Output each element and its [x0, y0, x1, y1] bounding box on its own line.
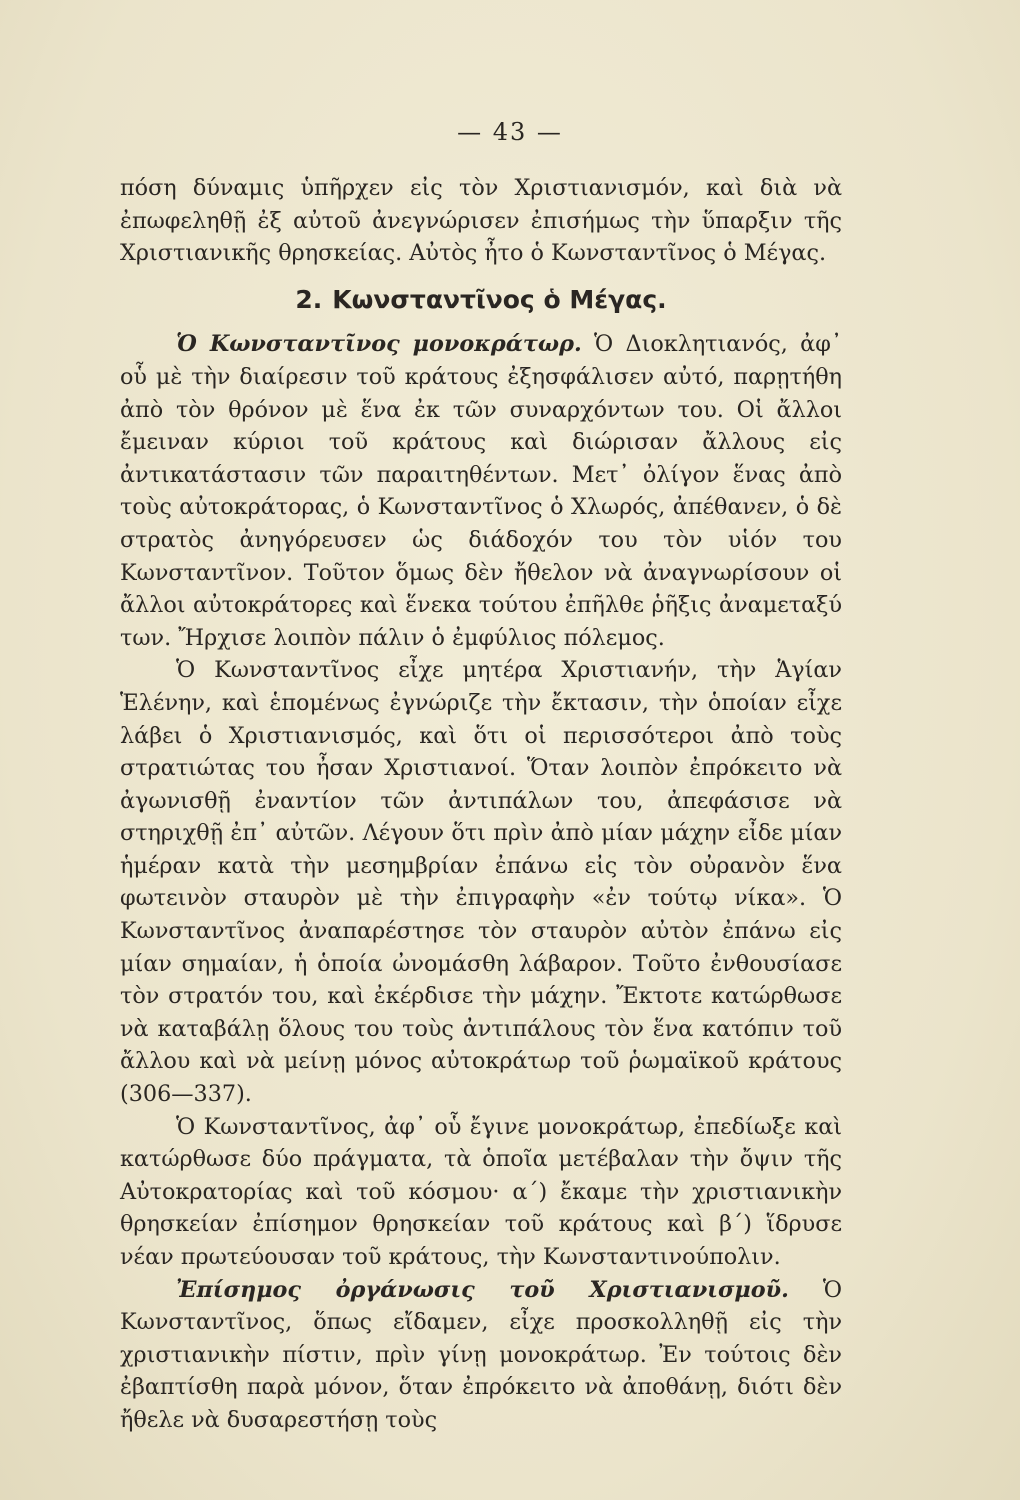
paragraph-christian-mother — [120, 654, 842, 1110]
paragraph-text: Ὁ Κωνσταντῖνος εἶχε μητέρα Χριστιανήν, τὴν Ἁγίαν Ἑλένην, καὶ ἑπομένως ἐγνώριζε τὴν ἔκτασιν, τὴν ὁποίαν εἶχε λάβει ὁ Χριστιανισμός, καὶ ὅτι οἱ περισσότεροι ἀπὸ τοὺς στρατιώτας του ἦσαν Χριστιανοί. Ὅταν λοιπὸν ἐπρόκειτο νὰ ἀγωνισθῇ ἐναντίον τῶν ἀντιπάλων του, ἀπεφάσισε νὰ στηριχθῇ ἐπ᾿ αὐτῶν. Λέγουν ὅτι πρὶν ἀπὸ μίαν μάχην εἶδε μίαν ἡμέραν κατὰ τὴν μεσημβρίαν ἐπάνω εἰς τὸν οὐρανὸν ἕνα φωτεινὸν σταυρὸν μὲ τὴν ἐπιγραφὴν «ἐν τούτῳ νίκα». Ὁ Κωνσταντῖνος ἀναπαρέστησε τὸν σταυρὸν αὐτὸν ἐπάνω εἰς μίαν σημαίαν, ἡ ὁποία ὠνομάσθη λάβαρον. Τοῦτο ἐνθουσίασε τὸν στρατόν του, καὶ ἐκέρδισε τὴν μάχην. Ἔκτοτε κατώρθωσε νὰ καταβάλῃ ὅλους του τοὺς ἀντιπάλους τὸν ἕνα κατόπιν τοῦ ἄλλου καὶ νὰ μείνῃ μόνος αὐτοκράτωρ τοῦ ῥωμαϊκοῦ κράτους (306—337). — [120, 657, 842, 1108]
paragraph-two-achievements — [120, 1111, 842, 1274]
section-heading — [120, 284, 842, 317]
intro-paragraph: πόση δύναμις ὑπῆρχεν εἰς τὸν Χριστιανισμόν, καὶ διὰ νὰ ἐπωφεληθῇ ἐξ αὐτοῦ ἀνεγνώρισεν ἐπισήμως τὴν ὕπαρξιν τῆς Χριστιανικῆς θρησκείας. Αὐτὸς ἦτο ὁ Κωνσταντῖνος ὁ Μέγας. — [120, 175, 842, 267]
section-title: Κωνσταντῖνος ὁ Μέγας. — [332, 284, 667, 314]
page-body — [120, 172, 842, 1437]
section-number: 2. — [295, 284, 323, 314]
paragraph-text: Ὁ Κωνσταντῖνος, ἀφ᾿ οὗ ἔγινε μονοκράτωρ, ἐπεδίωξε καὶ κατώρθωσε δύο πράγματα, τὰ ὁποῖα μετέβαλαν τὴν ὄψιν τῆς Αὐτοκρατορίας καὶ τοῦ κόσμου· α΄) ἔκαμε τὴν χριστιανικὴν θρησκείαν ἐπίσημον θρησκείαν τοῦ κράτους καὶ β΄) ἵδρυσε νέαν πρωτεύουσαν τοῦ κράτους, τὴν Κωνσταντινούπολιν. — [120, 1113, 842, 1270]
paragraph-text: Ὁ Διοκλητιανός, ἀφ᾿ οὗ μὲ τὴν διαίρεσιν τοῦ κράτους ἐξησφάλισεν αὐτό, παρῃτήθη ἀπὸ τὸν θρόνον μὲ ἕνα ἐκ τῶν συναρχόντων του. Οἱ ἄλλοι ἔμειναν κύριοι τοῦ κράτους καὶ διώρισαν ἄλλους εἰς ἀντικατάστασιν τῶν παραιτηθέντων. Μετ᾿ ὀλίγον ἕνας ἀπὸ τοὺς αὐτοκράτορας, ὁ Κωνσταντῖνος ὁ Χλωρός, ἀπέθανεν, ὁ δὲ στρατὸς ἀνηγόρευσεν ὡς διάδοχόν του τὸν υἱόν του Κωνσταντῖνον. Τοῦτον ὅμως δὲν ἤθελον νὰ ἀναγνωρίσουν οἱ ἄλλοι αὐτοκράτορες καὶ ἕνεκα τούτου ἐπῆλθε ῥῆξις ἀναμεταξύ των. Ἤρχισε λοιπὸν πάλιν ὁ ἐμφύλιος πόλεμος. — [120, 331, 842, 651]
paragraph-text: Ὁ Κωνσταντῖνος, ὅπως εἴδαμεν, εἶχε προσκολληθῇ εἰς τὴν χριστιανικὴν πίστιν, πρὶν γίνῃ μονοκράτωρ. Ἐν τούτοις δὲν ἐβαπτίσθη παρὰ μόνον, ὅταν ἐπρόκειτο νὰ ἀποθάνῃ, διότι δὲν ἤθελε νὰ δυσαρεστήσῃ τοὺς — [120, 1276, 842, 1433]
page-number: — 43 — — [457, 118, 563, 146]
runin-heading: Ὁ Κωνσταντῖνος μονοκράτωρ. — [176, 331, 582, 358]
paragraph-official-organization — [120, 1274, 842, 1437]
runin-heading: Ἐπίσημος ὀργάνωσις τοῦ Χριστιανισμοῦ. — [176, 1276, 789, 1303]
paragraph-constantine-monarch — [120, 328, 842, 654]
